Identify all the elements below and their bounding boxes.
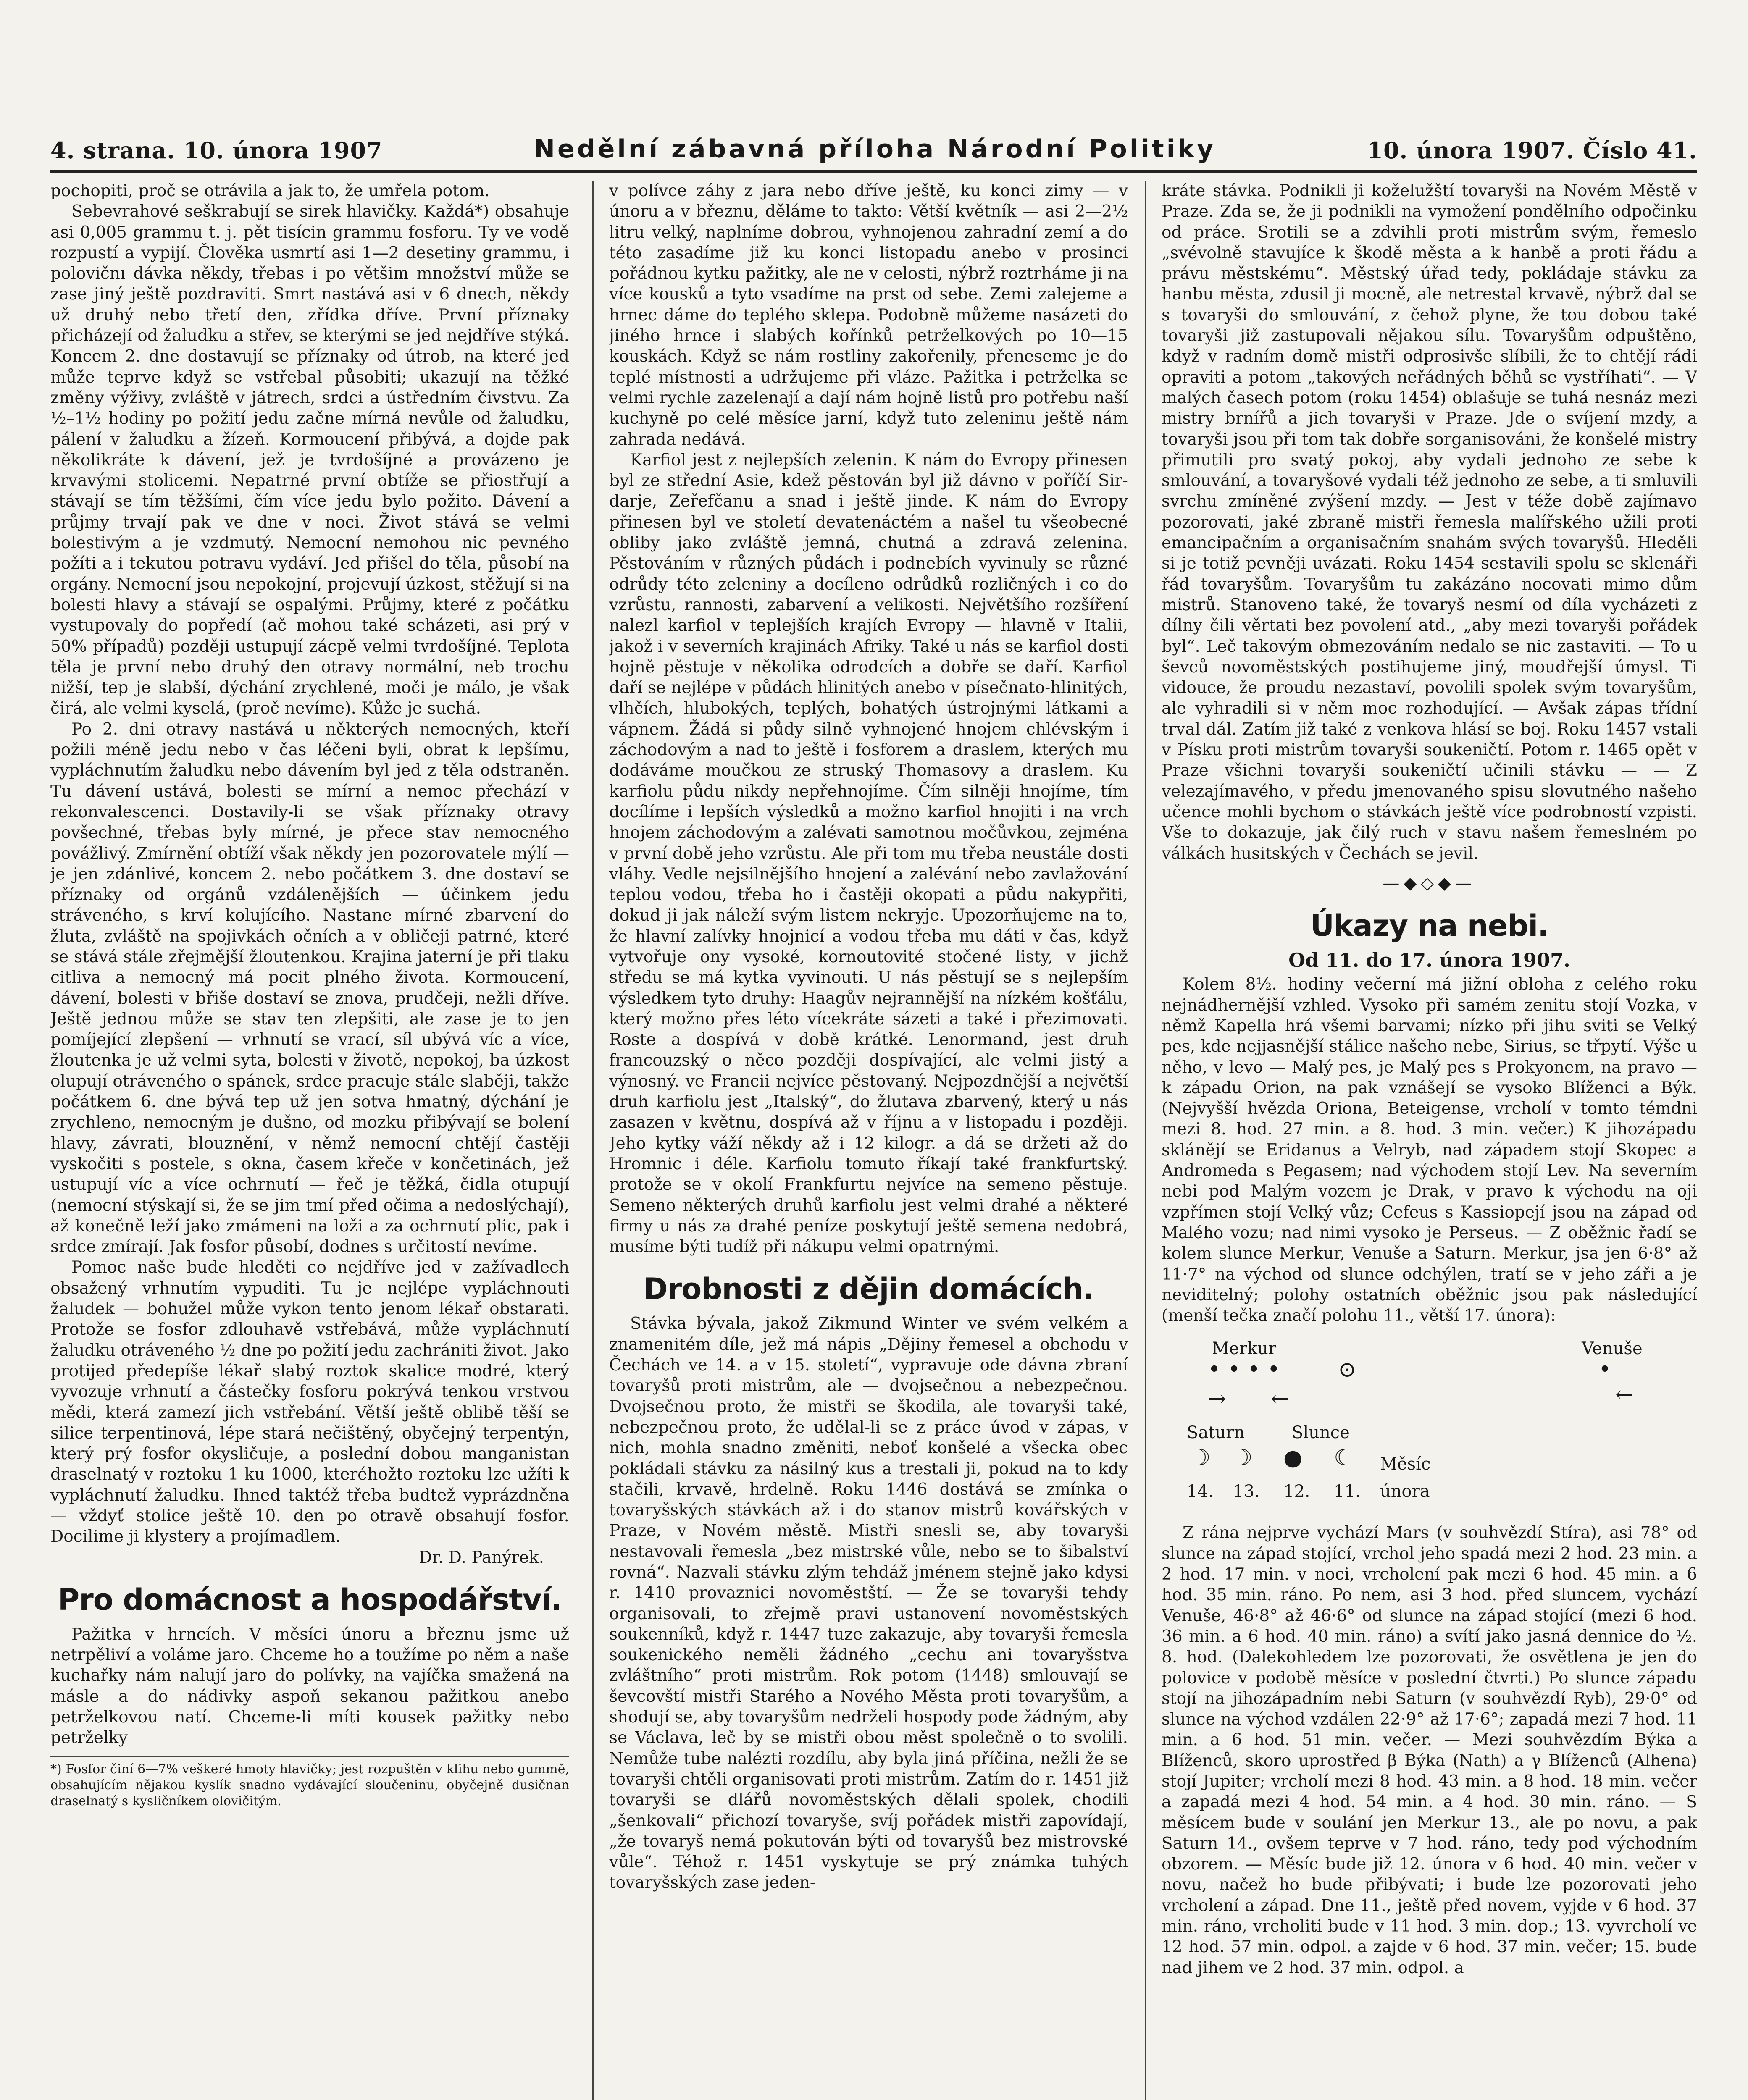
label-saturn: Saturn bbox=[1187, 1423, 1245, 1443]
article-paragraph: Po 2. dni otravy nastává u některých nemocných, kteří požili méně jedu nebo v čas léčeni byli, obrat k lepšímu, vypláchnutím žaludku nebo dávením byl jed z těla odstraněn. Tu dávení ustává, bolesti se mírní a nemoc přechází v rekonvalescenci. Dostavily-li se však příznaky otravy povšechné, třebas byly mírné, je přece stav nemocného povážlivý. Zmírnění obtíží však někdy jen pozorovatele mýlí — je jen zdánlivé, koncem 2. nebo počátkem 3. dne dostaví se příznaky od orgánů vzdálenějších — účinkem jedu stráveného, s krví kolujícího. Nastane mírné zbarvení do žluta, zvláště na spojivkách očních a v obličeji patrné, které se stává stále zřejmější žloutenkou. Krajina jaterní je při tlaku citliva a nemocný má pocit plného života. Kormoucení, dávení, bolesti v břiše dostaví se znova, prudčeji, nežli dříve. Ještě jednou může se stav ten zlepšiti, ale zase je to jen pomíjející zlepšení — vrhnutí se vrací, síl ubývá víc a více, žloutenka je už velmi syta, bolesti v životě, nepokoj, ba úzkost olupují otráveného o spánek, srdce pracuje stále slaběji, takže počátkem 6. dne bývá tep už jen sotva hmatný, dýchání je zrychleno, nemocným je dušno, od mozku přibývají se bolení hlavy, závrati, blouznění, v němž nemocní chtějí častěji vyskočiti s postele, s okna, časem křeče v končetinách, jež ustupují víc a více ochrnutí — řeč je těžká, čidla otupují (nemocní stýskají si, že se jim tmí před očima a nedoslýchají), až konečně leží jako zmámeni na loži a za ochrnutí plic, pak i srdce zmírají. Jak fosfor působí, dodnes s určitostí nevíme. bbox=[50, 719, 569, 1257]
new-moon-icon: ● bbox=[1283, 1445, 1303, 1471]
column-divider bbox=[1145, 181, 1146, 2100]
section-title-household: Pro domácnost a hospodářství. bbox=[58, 1582, 562, 1617]
label-merkur: Merkur bbox=[1212, 1339, 1276, 1359]
newspaper-page bbox=[50, 126, 1697, 2100]
article-paragraph: Sebevrahové seškrabují se sirek hlavičky. Každá*) obsahuje asi 0,005 grammu t. j. pět tisícin grammu fosforu. Ty ve vodě rozpustí a vypijí. Člověka usmrtí asi 1—2 desetiny grammu, i polovičnı dávka někdy, třebas i po většim množství může se zase jiný ještě pozdraviti. Smrt nastává asi v 6 dnech, někdy už druhý nebo třetí den, zřídka dříve. První příznaky přicházejí od žaludku a střev, se kterými se jed nejdříve stýká. Koncem 2. dne dostavují se příznaky od útrob, na které jed může teprve když se vstřebal působiti; ukazují na těžké změny výživy, zvláště v játrech, srdci a ústředním čivstvu. Za ½–1½ hodiny po požití jedu začne mírná nevůle od žaludku, pálení v žaludku a žízeň. Kormoucení přibývá, a dojde pak několikráte k dávení, jež je tvrdošíjné a provázeno je krvavými stolicemi. Nepatrné první obtíže se přiostřují a stávají se tím těžšími, čím více jedu bylo požito. Dávení a průjmy trvají pak ve dne v noci. Život stává se velmi bolestivým a je vzdmutý. Nemocní nemohou nic pevného požíti a i tekutou potravu vydáví. Jed přišel do těla, působí na orgány. Nemocní jsou nepokojní, projevují úzkost, stěžují si na bolesti hlavy a stávají se ospalými. Průjmy, které z počátku vystupovaly do popředí (ač mohou také scházeti, asi prý v 50% případů) později ustupují zácpě velmi tvrdošíjné. Teplota těla je první nebo druhý den otravy normální, neb trochu nižší, tep je slabší, dýchání zrychlené, moči je málo, je však čirá, ale velmi kyselá, (proč nevíme). Kůže je suchá. bbox=[50, 202, 569, 718]
arrow-left-icon: ← bbox=[1615, 1382, 1634, 1408]
sun-symbol-icon: ⊙ bbox=[1338, 1357, 1356, 1383]
article-paragraph: Kolem 8½. hodiny večerní má jižní obloha z celého roku nejnádhernější vzhled. Vysoko při samém zenitu stojí Vozka, v němž Kapella hrá všemi barvami; nízko při jihu sviti se Velký pes, kde nejjasnější stálice našeho nebe, Sirius, se třpytí. Výše u něho, v levo — Malý pes, je Malý pes s Prokyonem, na pravo — k západu Orion, na pak vznášejí se vysoko Blíženci a Býk. (Nejvyšší hvězda Oriona, Beteigense, vrcholí v tomto témdni mezi 8. hod. 27 min. a 8. hod. 3 min. večer.) K jihozápadu sklánějí se Eridanus a Velryb, nad západem stojí Skopec a Andromeda s Pegasem; nad východem stojí Lev. Na severním nebi pod Malým vozem je Drak, v pravo k východu na oji vzpřímen stojí Velký vůz; Cefeus s Kassiopejí jsou na západ od Malého vozu; nad nimi vysoko je Perseus. — Z oběžnic řadí se kolem slunce Merkur, Venuše a Saturn. Merkur, jsa jen 6·8° až 11·7° na východ od slunce odchýlen, tratí se v jeho záři a je neviditelný; polohy ostatních oběžnic jsou pak následující (menší tečka značí polohu 11., větší 17. února): bbox=[1162, 975, 1697, 1326]
date-label: 13. bbox=[1233, 1482, 1260, 1502]
section-subtitle: Od 11. do 17. února 1907. bbox=[1288, 949, 1570, 972]
section-title-sky: Úkazy na nebi. bbox=[1310, 908, 1548, 943]
label-slunce: Slunce bbox=[1292, 1423, 1350, 1443]
venus-dot-icon: • bbox=[1598, 1357, 1611, 1383]
article-paragraph: Z rána nejprve vychází Mars (v souhvězdí Stíra), asi 78° od slunce na západ stojící, vrchol jeho spadá mezi 2 hod. 23 min. a 2 hod. 17 min. v noci, vrcholení pak mezi 6 hod. 45 min. a 6 hod. 35 min. ráno. Po nem, asi 3 hod. před sluncem, vychází Venuše, 46·8° až 46·6° od slunce na západ stojící (mezi 6 hod. 36 min. a 6 hod. 40 min. ráno) a svítí jako jasná dennice do ½. 8. hod. (Dalekohledem lze pozorovati, že osvětlena je jen do polovice v podobě měsíce v poslední čtvrti.) Po slunce západu stojí na jihozápadním nebi Saturn (v souhvězdí Ryb), 29·0° od slunce na východ vzdálen 22·9° až 17·6°; zapadá mezi 7 hod. 11 min. a 6 hod. 51 min. večer. — Mezi souhvězdím Býka a Blíženců, skoro uprostřed β Býka (Nath) a γ Blíženců (Alhena) stojí Jupiter; vrcholí mezi 8 hod. 43 min. a 8 hod. 18 min. večer a zapadá mezi 4 hod. 54 min. a 4 hod. 30 min. ráno. — S měsícem bude v soulání jen Merkur 13., ale po novu, a pak Saturn 14., ovšem teprve v 7 hod. ráno, tedy pod východním obzorem. — Měsíc bude již 12. února v 6 hod. 40 min. večer v novu, načež ho bude přibývati; i bude lze pozorovati jeho vrcholení a západ. Dne 11., ještě před novem, vyjde v 6 hod. 37 min. ráno, vrcholiti bude v 11 hod. 3 min. dop.; 13. vyvrcholí ve 12 hod. 57 min. odpol. a zajde v 6 hod. 37 min. večer; 15. bude nad jihem ve 2 hod. 37 min. odpol. a bbox=[1162, 1523, 1697, 1977]
planet-positions-diagram bbox=[1162, 1334, 1697, 1511]
date-label: 12. bbox=[1283, 1482, 1310, 1502]
header-right: 10. února 1907. Číslo 41. bbox=[1367, 137, 1697, 164]
header-masthead: Nedělní zábavná příloha Národní Politiky bbox=[534, 134, 1216, 164]
date-label-month: února bbox=[1380, 1482, 1430, 1502]
article-paragraph: Karfiol jest z nejlepších zelenin. K nám do Evropy přinesen byl ze střední Asie, kdež pěstován byl již dávno v poříčí Sir-darje, Zeřefčanu a snad i ještě jinde. K nám do Evropy přinesen byl ve století devatenáctém a našel tu všeobecné obliby jako zvláště jemná, chutná a zdravá zelenina. Pěstováním v různých půdách i podnebích vyvinuly se různé odrůdy této zeleniny a docíleno odrůdků rozličných i co do vzrůstu, rannosti, zabarvení a velikosti. Největšího rozšíření nalezl karfiol v teplejších krajích Evropy — hlavně v Italii, jakož i v severních krajinách Afriky. Také u nás se karfiol dosti hojně pěstuje v několika odrodcích a dobře se daří. Karfiol daří se nejlépe v půdách hlinitých anebo v písečnato-hlinitých, vlhčích, hlubokých, teplých, bohatých ústrojnými látkami a vápnem. Žádá si půdy silně vyhnojené hnojem chlévským i záchodovým a nad to ještě i fosforem a draslem, kterých mu dodáváme moučkou ze struský Thomasovy a draslem. Ku karfiolu půdu nikdy nepřehnojíme. Čím silněji hnojíme, tím docílíme i lepších výsledků a možno karfiol hnojiti i na vrch hnojem záchodovým a zalévati samotnou močůvkou, zejména v první době jeho vzrůstu. Ale při tom mu třeba neustále dosti vláhy. Vedle nejsilnějšího hnojení a zalévání nebo zavlažování teplou vodou, třeba ho i častěji okopati a půdu nakypřiti, dokud ji jak náleží svým listem nekryje. Upozorňujeme na to, že hlavní zalívky hnojnicí a vodou třeba mu dáti v čas, když vytvořuje ony vysoké, kornoutovité stočené listy, v jichž středu se má kytka vyvinouti. U nás pěstují se s nejlepším výsledkem tyto druhy: Haagův nejrannější na nízkém košťálu, který možno přes léto vícekráte sázeti a také i přezimovati. Roste a dospívá v době krátké. Lenormand, jest druh francouzský o něco později dospívající, ale velmi jistý a výnosný. ve Francii nejvíce pěstovaný. Nejpozdnější a největší druh karfiolu jest „Italský“, do žlutava zbarvený, který u nás zasazen v květnu, dospívá až v říjnu a v listopadu i později. Jeho kytky váží někdy až i 12 kilogr. a dá se držeti až do Hromnic i déle. Karfiolu tomuto říkají také frankfurtský. protože se v okolí Frankfurtu nejvíce na semeno pěstuje. Semeno některých druhů karfiolu jest velmi drahé a některé firmy u nás za drahé peníze poskytují ještě semena nedobrá, musíme býti tudíž při nákupu velmi opatrnými. bbox=[609, 450, 1128, 1257]
footnote bbox=[50, 1756, 569, 1809]
article-paragraph: pochopiti, proč se otrávila a jak to, že umřela potom. bbox=[50, 181, 490, 200]
arrow-right-icon: → bbox=[1208, 1386, 1226, 1412]
column-1 bbox=[50, 181, 569, 2100]
footnote-text: *) Fosfor činí 6—7% veškeré hmoty hlavičky; jest rozpuštěn v klihu nebo gummě, obsahujícím nějakou kyslík snadno vydávající sloučeninu, obyčejně dusičnan draselnatý s kysličníkem olovičitým. bbox=[50, 1761, 569, 1809]
label-venuse: Venuše bbox=[1582, 1339, 1643, 1359]
header-left: 4. strana. 10. února 1907 bbox=[50, 137, 383, 164]
page-header bbox=[50, 126, 1697, 164]
article-paragraph: Pažitka v hrncích. V měsíci únoru a březnu jsme už netrpěliví a voláme jaro. Chceme ho a toužíme po něm a naše kuchařky nám nalují jaro do polívky, na vajíčka smažená na másle a do nádivky aspoň sekanou pažitkou anebo petrželkovou natí. Chceme-li míti kousek pažitky nebo petrželky bbox=[50, 1625, 569, 1748]
moon-crescent-icon: ☾ bbox=[1334, 1445, 1354, 1471]
article-paragraph: Pomoc naše bude hleděti co nejdříve jed v zažívadlech obsažený vrhnutím vypuditi. Tu je nejlépe vypláchnouti žaludek — bohužel může vykon tento jenom lékař obstarati. Protože se fosfor zdlouhavě vstřebává, může vypláchnutí žaludku otráveného ½ dne po požití jedu zachrániti život. Jako protijed předepíše lékař slabý roztok skalice modré, který vyvozuje vrhnutí a částečky fosforu pokrývá tenkou vrstvou mědi, která zamezí jich vstřebání. Větší ještě oblibě těší se silice terpentinová, lépe stará nečištěný, obyčejný terpentýn, který prý fosfor okysličuje, a poslední dobou manganistan draselnatý v roztoku 1 ku 1000, kteréhožto roztoku lze užíti k vypláchnutí žaludku. Ihned taktéž třeba budtež vyprázdněna — vždyť stolice ještě 10. den po otravě obsahují fosfor. Docilime ji klystery a projímadlem. bbox=[50, 1258, 569, 1546]
date-label: 14. bbox=[1187, 1482, 1214, 1502]
moon-crescent-icon: ☽ bbox=[1233, 1445, 1253, 1471]
moon-crescent-icon: ☽ bbox=[1191, 1445, 1211, 1471]
date-label: 11. bbox=[1334, 1482, 1361, 1502]
column-3 bbox=[1162, 181, 1697, 2100]
section-separator-ornament: —◆◇◆— bbox=[1383, 873, 1476, 893]
article-paragraph: kráte stávka. Podnikli ji koželužští tovaryši na Novém Městě v Praze. Zda se, že ji podnikli na vymožení pondělního odpočinku od práce. Srotili se a zdvihli proti mistrům svým, řemeslo „svévolně stavujíce k škodě města a k hanbě a proti řádu a právu městskému“. Městský úřad tedy, pokládaje stávku za hanbu města, zdusil ji mocně, ale netrestal krvavě, nýbrž dal se s tovaryši do smlouvání, z čehož plyne, že tou dobou také tovaryši již zastupovali nějakou sílu. Tovaryšům odpuštěno, když v radním domě mistři odprosivše slíbili, že to chtějí rádi opraviti a potom „takových neřádných běhů se vystříhati“. — V malých časech potom (roku 1454) oblašuje se tuhá nesnáz mezi mistry brnířů a jich tovaryši v Praze. Jde o svíjení mzdy, a tovaryši jsou při tom tak dobře sorganisováni, že konšelé mistry přimutili pro svatý pokoj, aby vydali jednoho ze sebe k smlouvání, a tovaryšové vydali též jednoho ze sebe, a ti smluvili svrchu zmíněné zvýšení mzdy. — Jest v téže době zajímavo pozorovati, jaké zbraně mistři řemesla malířského užili proti emancipačním a organisačním snahám svých tovaryšů. Hleděli si je totiž pevněji uvázati. Roku 1454 sestavili spolu se sklenáři řád tovaryšům. Tovaryšům tu zakázáno nocovati mimo dům mistrů. Stanoveno také, že tovaryš nesmí od díla vycházeti z dílny čili věrtati bez povolení atd., „aby mezi tovaryši pořádek byl“. Leč takovým obmezováním nedalo se nic zastaviti. — To u ševců novoměstských postihujeme jiný, moudřejší úmysl. Ti vidouce, že proudu nezastaví, povolili spolek svým tovaryšům, ale vyhradili si v něm moc rozhodující. — Avšak zápas třídní trval dál. Zatím již také z venkova hlásí se boj. Roku 1457 vstali v Písku proti mistrům tovaryši soukeničtí. Potom r. 1465 opět v Praze všichni tovaryši soukeničtí učinili stávku — — Z velezajímavého, v předu jmenovaného spisu slovutného našeho učence mohli bychom o stávkách ještě více podrobností vzpisti. Vše to dokazuje, jak čilý ruch v stavu našem řemeslném po válkách husitských v Čechách se jevil. bbox=[1162, 181, 1697, 863]
article-author: Dr. D. Panýrek. bbox=[419, 1548, 544, 1567]
merkur-dots-icon: • • • • bbox=[1208, 1357, 1280, 1383]
arrow-left-icon: ← bbox=[1271, 1386, 1289, 1412]
column-divider bbox=[592, 181, 594, 2100]
header-rule bbox=[50, 170, 1697, 173]
article-paragraph: v polívce záhy z jara nebo dříve ještě, ku konci zimy — v únoru a v březnu, děláme to takto: Větší květník — asi 2—2½ litru velký, naplníme dobrou, vyhnojenou zahradní zemí a do této zasadíme již ku konci listopadu anebo v prosinci pořádnou kytku pažitky, ale ne v celosti, nýbrž roztrháme ji na více kousků a tyto vsadíme na prst od sebe. Zemi zalejeme a hrnec dáme do teplého sklepa. Podobně můžeme nasázeti do jiného hrnce i slabých kořínků petrželkových po 10—15 kouskách. Když se nám rostliny zakořenily, přeneseme je do teplé místnosti a udržujeme při vláze. Pažitka i petrželka se velmi rychle zazelenají a dají nám hojně listů pro potřebu naší kuchyně po celé měsíce jarní, když tuto zeleninu ještě nám zahrada nedává. bbox=[609, 181, 1128, 449]
section-title-history: Drobnosti z dějin domácích. bbox=[643, 1272, 1094, 1307]
column-2 bbox=[609, 181, 1128, 2100]
label-mesic: Měsíc bbox=[1380, 1454, 1431, 1474]
article-paragraph: Stávka bývala, jakož Zikmund Winter ve svém velkém a znamenitém díle, jež má nápis „Dějiny řemesel a obchodu v Čechách ve 14. a v 15. století“, vypravuje ode dávna zbraní tovaryšů proti mistrům, ale — dvojsečnou a nebezpečnou. Dvojsečnou proto, že mistři se škodila, ale tovaryši také, nebezpečnou proto, že udělal-li se z práce úvod v zápas, v nich, mohla snadno změniti, neboť konšelé a všecka obec pokládali stávku za násilný kus a trestali ji, pokud na to kdy stačili, krvavě, hrdelně. Roku 1446 dostává se zmínka o tovaryšských stávkách až i do stanov mistrů kovářských v Praze, v Novém městě. Mistři snesli se, aby tovaryši nestavovali řemesla „bez mistrské vůle, nebo se to šibalství rovná“. Nazvali stávku zlým tehdáž jménem stejně jako kdysi r. 1410 provaznici novoměstští. — Že se tovaryši tehdy organisovali, to zřejmě pravi ustanovení novoměstských soukenníků, když r. 1447 tuze zakazuje, aby tovaryši řemesla soukenického neměli žádného „cechu ani tovaryšstva zvláštního“ proti mistrům. Rok potom (1448) smlouvají se ševcovští mistři Starého a Nového Města proti tovaryšům, a shodují se, aby tovaryšům nedrželi hospody pode žádným, aby se Václava, leč by se mistři obou měst společně o to svolili. Nemůže tube nalézti rozdílu, aby byla jiná příčina, nežli že se tovaryši chtěli organisovati proti mistrům. Zatím do r. 1451 již tovaryši se dlářů novoměstských dělali spolek, chodili „šenkovali“ přichozí tovaryše, svíj pořádek mistři zapovídají, „že tovaryš nemá pokutován býti od tovaryšů bez mistrovské vůle“. Téhož r. 1451 vyskytuje se prý známka tuhých tovaryšských zase jeden- bbox=[609, 1314, 1128, 1893]
